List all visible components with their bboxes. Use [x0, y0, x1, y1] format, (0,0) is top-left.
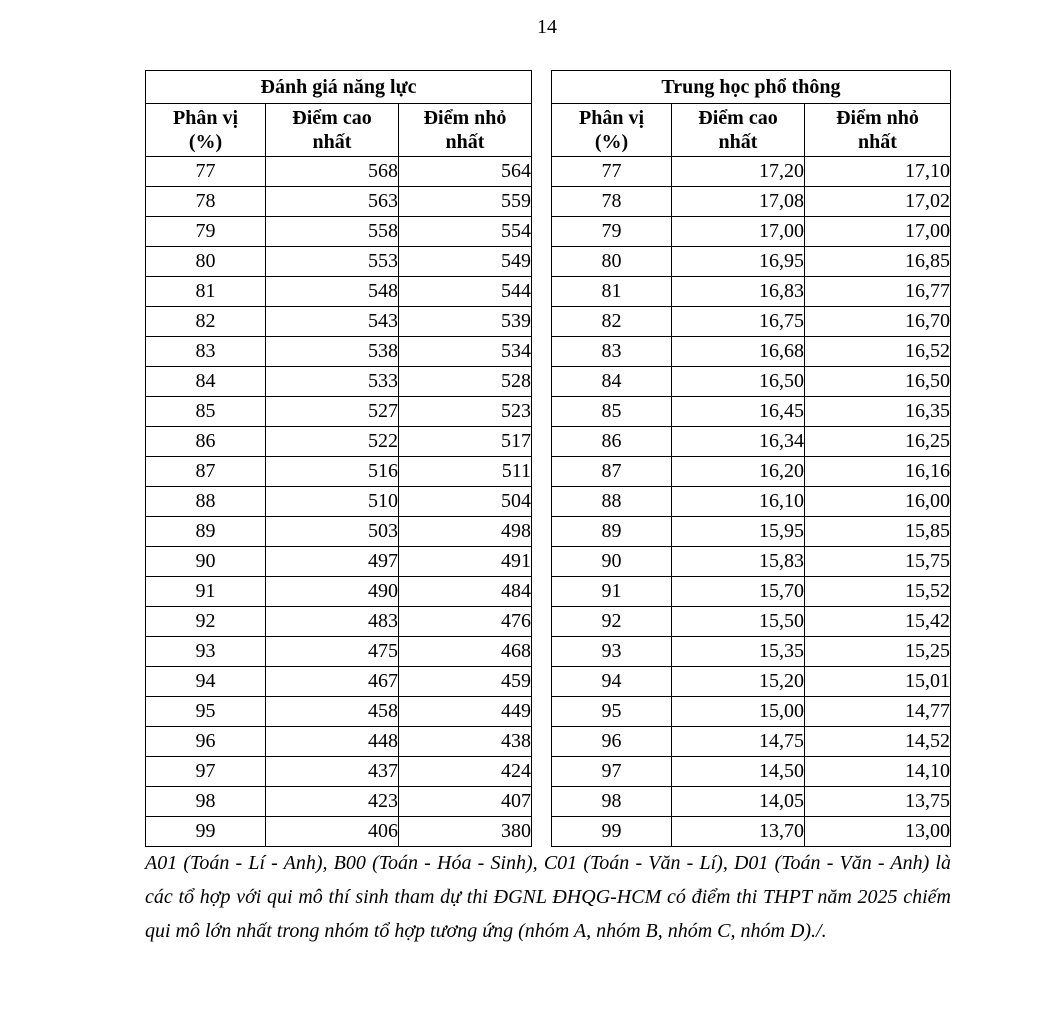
min-score-cell: 15,01: [805, 667, 951, 697]
max-score-cell: 16,68: [672, 337, 805, 367]
percentile-cell: 84: [552, 367, 672, 397]
min-score-cell: 16,00: [805, 487, 951, 517]
table-row: [146, 367, 532, 397]
max-score-cell: 16,95: [672, 247, 805, 277]
percentile-cell: 78: [146, 187, 266, 217]
percentile-cell: 85: [552, 397, 672, 427]
table-row: [552, 517, 951, 547]
table-row: [552, 157, 951, 187]
min-score-cell: 15,42: [805, 607, 951, 637]
min-score-cell: 16,77: [805, 277, 951, 307]
max-score-cell: 16,45: [672, 397, 805, 427]
percentile-cell: 77: [146, 157, 266, 187]
table-body: [552, 157, 951, 847]
table-row: [552, 187, 951, 217]
max-score-cell: 15,35: [672, 637, 805, 667]
table-row: [552, 427, 951, 457]
table-row: [552, 277, 951, 307]
table-row: [146, 637, 532, 667]
percentile-cell: 82: [552, 307, 672, 337]
col-header-percentile: Phân vị (%): [552, 104, 672, 157]
percentile-cell: 86: [146, 427, 266, 457]
percentile-cell: 78: [552, 187, 672, 217]
min-score-cell: 424: [399, 757, 532, 787]
min-score-cell: 528: [399, 367, 532, 397]
table-row: [552, 667, 951, 697]
max-score-cell: 483: [266, 607, 399, 637]
max-score-cell: 563: [266, 187, 399, 217]
table-row: [552, 487, 951, 517]
min-score-cell: 534: [399, 337, 532, 367]
percentile-cell: 96: [146, 727, 266, 757]
min-score-cell: 14,10: [805, 757, 951, 787]
percentile-cell: 82: [146, 307, 266, 337]
min-score-cell: 16,50: [805, 367, 951, 397]
min-score-cell: 16,70: [805, 307, 951, 337]
percentile-cell: 83: [146, 337, 266, 367]
table-row: [146, 727, 532, 757]
percentile-cell: 97: [146, 757, 266, 787]
percentile-table-thpt: [551, 70, 951, 847]
max-score-cell: 533: [266, 367, 399, 397]
max-score-cell: 548: [266, 277, 399, 307]
table-row: [552, 307, 951, 337]
percentile-cell: 81: [552, 277, 672, 307]
table-row: [552, 607, 951, 637]
max-score-cell: 458: [266, 697, 399, 727]
min-score-cell: 511: [399, 457, 532, 487]
table-row: [552, 367, 951, 397]
table-row: [146, 307, 532, 337]
percentile-cell: 89: [552, 517, 672, 547]
table-row: [552, 337, 951, 367]
table-row: [146, 427, 532, 457]
percentile-cell: 98: [146, 787, 266, 817]
max-score-cell: 15,95: [672, 517, 805, 547]
percentile-cell: 89: [146, 517, 266, 547]
col-header-max-score: Điểm cao nhất: [672, 104, 805, 157]
min-score-cell: 468: [399, 637, 532, 667]
table-row: [146, 217, 532, 247]
max-score-cell: 16,75: [672, 307, 805, 337]
table-row: [552, 637, 951, 667]
table-row: [146, 277, 532, 307]
percentile-cell: 84: [146, 367, 266, 397]
min-score-cell: 549: [399, 247, 532, 277]
min-score-cell: 559: [399, 187, 532, 217]
max-score-cell: 538: [266, 337, 399, 367]
table-row: [146, 157, 532, 187]
table-row: [146, 577, 532, 607]
col-header-percentile: Phân vị (%): [146, 104, 266, 157]
max-score-cell: 16,10: [672, 487, 805, 517]
max-score-cell: 543: [266, 307, 399, 337]
min-score-cell: 484: [399, 577, 532, 607]
min-score-cell: 14,77: [805, 697, 951, 727]
min-score-cell: 498: [399, 517, 532, 547]
table-row: [552, 817, 951, 847]
max-score-cell: 15,83: [672, 547, 805, 577]
max-score-cell: 17,08: [672, 187, 805, 217]
percentile-cell: 85: [146, 397, 266, 427]
percentile-cell: 80: [146, 247, 266, 277]
min-score-cell: 523: [399, 397, 532, 427]
percentile-cell: 87: [552, 457, 672, 487]
percentile-cell: 86: [552, 427, 672, 457]
table-row: [552, 757, 951, 787]
max-score-cell: 527: [266, 397, 399, 427]
table-row: [146, 607, 532, 637]
min-score-cell: 16,52: [805, 337, 951, 367]
table-row: [146, 517, 532, 547]
col-header-min-score: Điểm nhỏ nhất: [805, 104, 951, 157]
table-title: Trung học phổ thông: [552, 71, 951, 104]
percentile-cell: 98: [552, 787, 672, 817]
table-row: [146, 187, 532, 217]
table-row: [552, 217, 951, 247]
table-row: [146, 337, 532, 367]
max-score-cell: 17,00: [672, 217, 805, 247]
max-score-cell: 16,83: [672, 277, 805, 307]
min-score-cell: 438: [399, 727, 532, 757]
col-header-max-score: Điểm cao nhất: [266, 104, 399, 157]
table-row: [552, 247, 951, 277]
min-score-cell: 16,25: [805, 427, 951, 457]
percentile-cell: 87: [146, 457, 266, 487]
table-row: [552, 577, 951, 607]
percentile-cell: 97: [552, 757, 672, 787]
max-score-cell: 475: [266, 637, 399, 667]
min-score-cell: 17,02: [805, 187, 951, 217]
min-score-cell: 15,85: [805, 517, 951, 547]
table-row: [552, 727, 951, 757]
table-row: [552, 547, 951, 577]
footnote: A01 (Toán - Lí - Anh), B00 (Toán - Hóa - Sinh), C01 (Toán - Văn - Lí), D01 (Toán - Văn - Anh) là các tổ hợp với qui mô thí sinh tham dự thi ĐGNL ĐHQG-HCM có điểm thi THPT năm 2025 chiếm qui mô lớn nhất trong nhóm tổ hợp tương ứng (nhóm A, nhóm B, nhóm C, nhóm D)./.: [145, 852, 951, 942]
min-score-cell: 459: [399, 667, 532, 697]
percentile-cell: 95: [552, 697, 672, 727]
min-score-cell: 539: [399, 307, 532, 337]
min-score-cell: 491: [399, 547, 532, 577]
min-score-cell: 15,52: [805, 577, 951, 607]
max-score-cell: 16,34: [672, 427, 805, 457]
max-score-cell: 423: [266, 787, 399, 817]
max-score-cell: 15,50: [672, 607, 805, 637]
min-score-cell: 16,16: [805, 457, 951, 487]
max-score-cell: 553: [266, 247, 399, 277]
min-score-cell: 554: [399, 217, 532, 247]
table-row: [146, 697, 532, 727]
percentile-table-dgnl: [145, 70, 532, 847]
percentile-cell: 99: [552, 817, 672, 847]
max-score-cell: 14,75: [672, 727, 805, 757]
table-row: [552, 397, 951, 427]
percentile-cell: 90: [146, 547, 266, 577]
min-score-cell: 449: [399, 697, 532, 727]
min-score-cell: 14,52: [805, 727, 951, 757]
max-score-cell: 503: [266, 517, 399, 547]
min-score-cell: 407: [399, 787, 532, 817]
max-score-cell: 558: [266, 217, 399, 247]
percentile-cell: 96: [552, 727, 672, 757]
max-score-cell: 497: [266, 547, 399, 577]
max-score-cell: 17,20: [672, 157, 805, 187]
percentile-cell: 80: [552, 247, 672, 277]
table-title: Đánh giá năng lực: [146, 71, 532, 104]
min-score-cell: 17,10: [805, 157, 951, 187]
max-score-cell: 437: [266, 757, 399, 787]
percentile-cell: 92: [552, 607, 672, 637]
table-row: [146, 547, 532, 577]
min-score-cell: 17,00: [805, 217, 951, 247]
min-score-cell: 15,75: [805, 547, 951, 577]
percentile-cell: 88: [146, 487, 266, 517]
max-score-cell: 522: [266, 427, 399, 457]
percentile-cell: 91: [552, 577, 672, 607]
table-row: [552, 457, 951, 487]
min-score-cell: 13,00: [805, 817, 951, 847]
percentile-cell: 93: [146, 637, 266, 667]
min-score-cell: 504: [399, 487, 532, 517]
max-score-cell: 13,70: [672, 817, 805, 847]
min-score-cell: 517: [399, 427, 532, 457]
percentile-cell: 92: [146, 607, 266, 637]
table-row: [146, 757, 532, 787]
max-score-cell: 406: [266, 817, 399, 847]
percentile-cell: 95: [146, 697, 266, 727]
max-score-cell: 15,00: [672, 697, 805, 727]
table-row: [552, 787, 951, 817]
table-row: [146, 667, 532, 697]
max-score-cell: 510: [266, 487, 399, 517]
table-row: [552, 697, 951, 727]
table-body: [146, 157, 532, 847]
min-score-cell: 544: [399, 277, 532, 307]
table-row: [146, 457, 532, 487]
percentile-cell: 83: [552, 337, 672, 367]
max-score-cell: 448: [266, 727, 399, 757]
percentile-cell: 79: [146, 217, 266, 247]
percentile-cell: 99: [146, 817, 266, 847]
max-score-cell: 15,70: [672, 577, 805, 607]
max-score-cell: 16,50: [672, 367, 805, 397]
percentile-cell: 81: [146, 277, 266, 307]
table-row: [146, 817, 532, 847]
min-score-cell: 380: [399, 817, 532, 847]
table-row: [146, 247, 532, 277]
max-score-cell: 490: [266, 577, 399, 607]
col-header-min-score: Điểm nhỏ nhất: [399, 104, 532, 157]
max-score-cell: 568: [266, 157, 399, 187]
table-row: [146, 787, 532, 817]
max-score-cell: 516: [266, 457, 399, 487]
max-score-cell: 467: [266, 667, 399, 697]
max-score-cell: 16,20: [672, 457, 805, 487]
percentile-cell: 77: [552, 157, 672, 187]
percentile-cell: 91: [146, 577, 266, 607]
percentile-cell: 94: [146, 667, 266, 697]
min-score-cell: 13,75: [805, 787, 951, 817]
max-score-cell: 15,20: [672, 667, 805, 697]
percentile-cell: 90: [552, 547, 672, 577]
page-number: 14: [537, 16, 557, 38]
percentile-cell: 79: [552, 217, 672, 247]
percentile-cell: 88: [552, 487, 672, 517]
min-score-cell: 564: [399, 157, 532, 187]
table-row: [146, 487, 532, 517]
min-score-cell: 15,25: [805, 637, 951, 667]
min-score-cell: 16,35: [805, 397, 951, 427]
min-score-cell: 16,85: [805, 247, 951, 277]
percentile-cell: 93: [552, 637, 672, 667]
percentile-cell: 94: [552, 667, 672, 697]
min-score-cell: 476: [399, 607, 532, 637]
max-score-cell: 14,05: [672, 787, 805, 817]
max-score-cell: 14,50: [672, 757, 805, 787]
table-row: [146, 397, 532, 427]
